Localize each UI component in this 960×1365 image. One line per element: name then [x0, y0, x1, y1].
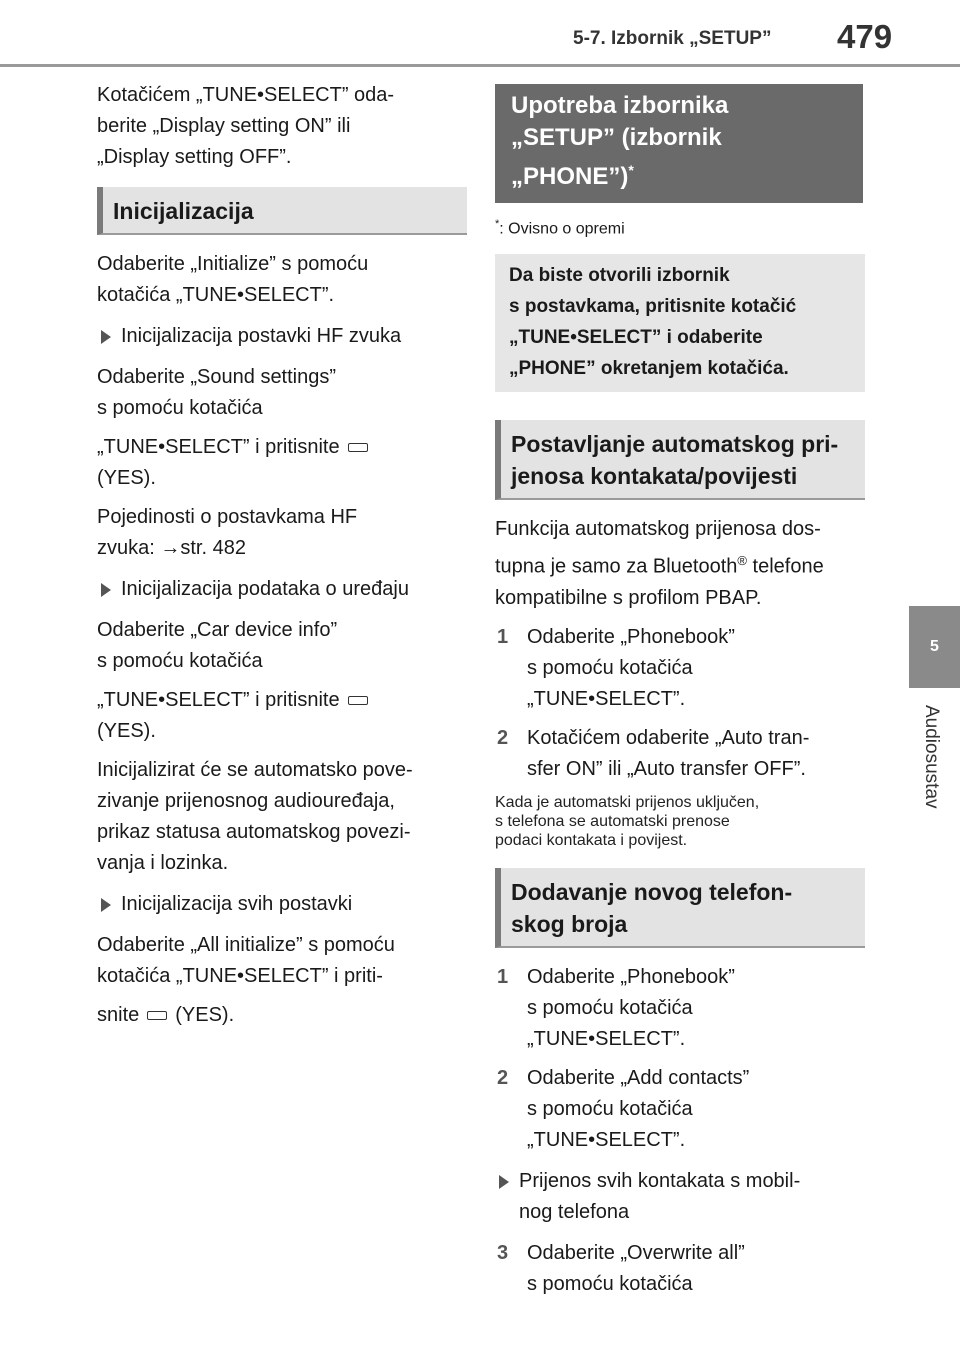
heading-add-number: Dodavanje novog telefon- skog broja: [495, 868, 865, 948]
hf-sound-details: Pojedinosti o postavkama HF zvuka: →str. 482: [97, 506, 358, 559]
bullet-hf-sound: Inicijalizacija postavki HF zvuka: [97, 321, 467, 352]
auto-transfer-note: Kada je automatski prijenos uključen, s telefona se automatski prenose podaci kontakata i povijest.: [495, 793, 760, 849]
page-number: 479: [837, 18, 893, 55]
chapter-tab-label: Audiosustav: [921, 705, 942, 809]
bullet-triangle-icon: [499, 1175, 509, 1189]
heading-initialization: Inicijalizacija: [97, 187, 467, 235]
info-box-open-menu: Da biste otvorili izbornik s postavkama, pritisnite kotačić „TUNE•SELECT” i odaberite „PHONE” okretanjem kotačića.: [495, 254, 865, 392]
step-text: Odaberite „Phonebook” s pomoću kotačića „TUNE•SELECT”.: [527, 625, 735, 710]
display-setting-text: Kotačićem „TUNE•SELECT” oda- berite „Display setting ON” ili „Display setting OFF”.: [97, 84, 395, 168]
step-text: Odaberite „Phonebook” s pomoću kotačića „TUNE•SELECT”.: [527, 965, 735, 1050]
section-title: 5-7. Izbornik „SETUP”: [573, 28, 772, 49]
step-item: [495, 723, 865, 785]
button-icon: [348, 443, 368, 452]
header-divider: [0, 64, 960, 67]
bullet-transfer-all: Prijenos svih kontakata s mobil- nog telefona: [495, 1166, 865, 1228]
bullet-triangle-icon: [101, 898, 111, 912]
step-item: [495, 1063, 865, 1156]
step-item: [495, 962, 865, 1055]
bullet-triangle-icon: [101, 330, 111, 344]
step-number: 1: [497, 625, 509, 648]
chapter-tab-number: 5: [909, 606, 960, 688]
footnote: *: Ovisno o opremi: [495, 218, 625, 238]
step-text: Odaberite „Add contacts” s pomoću kotačića „TUNE•SELECT”.: [527, 1066, 750, 1151]
right-column: [495, 84, 865, 1308]
hf-sound-text-1: Odaberite „Sound settings” s pomoću kotačića: [97, 366, 337, 419]
step-number: 3: [497, 1241, 509, 1264]
all-initialize-text: Odaberite „All initialize” s pomoću kotačića „TUNE•SELECT” i priti-: [97, 934, 395, 987]
initialize-text: Odaberite „Initialize” s pomoću kotačića „TUNE•SELECT”.: [97, 253, 369, 306]
steps-add-number: [495, 962, 865, 1156]
step-item: [495, 1238, 865, 1300]
heading-auto-transfer: Postavljanje automatskog pri- jenosa kontakata/povijesti: [495, 420, 865, 500]
auto-transfer-text: Funkcija automatskog prijenosa dos- tupna je samo za Bluetooth® telefone kompatibilne s profilom PBAP.: [495, 518, 824, 609]
step-number: 2: [497, 726, 509, 749]
steps-overwrite: [495, 1238, 865, 1300]
all-initialize-text-2: snite (YES).: [97, 1004, 235, 1026]
page-reference-link[interactable]: str. 482: [180, 537, 246, 559]
step-text: Kotačićem odaberite „Auto tran- sfer ON” ili „Auto transfer OFF”.: [527, 726, 810, 780]
device-text-3: Inicijalizirat će se automatsko pove- zivanje prijenosnog audiouređaja, prikaz statusa automatskog povezi- vanja i lozinka.: [97, 759, 413, 874]
bullet-device-data: Inicijalizacija podataka o uređaju: [97, 574, 467, 605]
step-text: Odaberite „Overwrite all” s pomoću kotačića: [527, 1241, 745, 1295]
arrow-right-icon: →: [160, 537, 181, 559]
step-item: [495, 622, 865, 715]
button-icon: [147, 1011, 167, 1020]
step-number: 2: [497, 1066, 509, 1089]
steps-auto-transfer: [495, 622, 865, 785]
left-column: [97, 80, 467, 1039]
bullet-all-settings: Inicijalizacija svih postavki: [97, 889, 467, 920]
button-icon: [348, 696, 368, 705]
device-text-2: „TUNE•SELECT” i pritisnite (YES).: [97, 685, 467, 747]
hf-sound-text-2: „TUNE•SELECT” i pritisnite (YES).: [97, 432, 467, 494]
heading-setup-phone-menu: Upotreba izbornika „SETUP” (izbornik „PHONE”)*: [495, 84, 863, 203]
device-text-1: Odaberite „Car device info” s pomoću kotačića: [97, 619, 338, 672]
bullet-triangle-icon: [101, 583, 111, 597]
step-number: 1: [497, 965, 509, 988]
